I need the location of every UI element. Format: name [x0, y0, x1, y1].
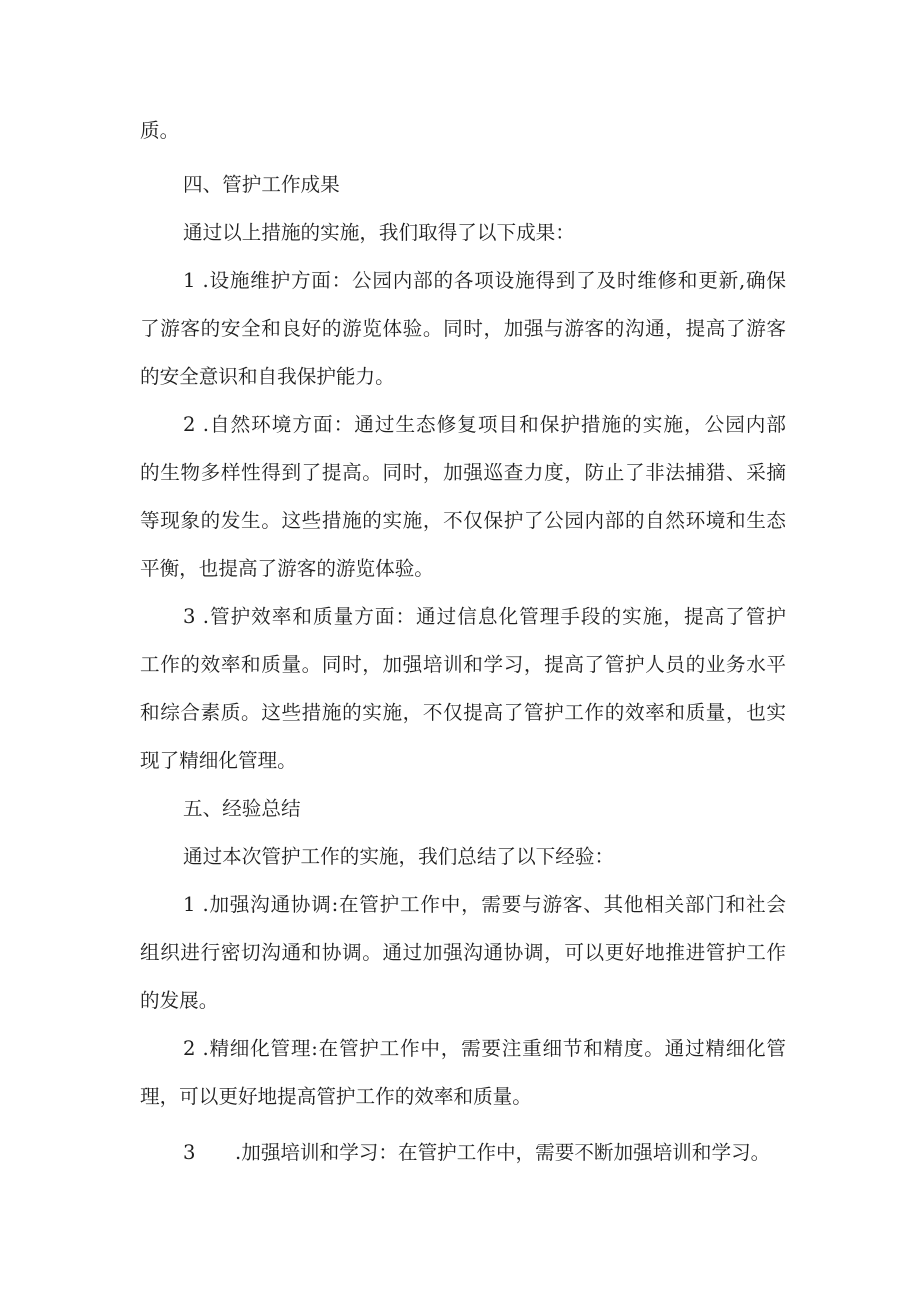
- paragraph-line: 3 .管护效率和质量方面：通过信息化管理手段的实施，提高了管护: [183, 605, 786, 628]
- section-heading-results: 四、管护工作成果: [183, 173, 340, 196]
- paragraph-line: 1 .加强沟通协调:在管护工作中，需要与游客、其他相关部门和社会: [183, 893, 786, 916]
- results-item-facilities: [140, 257, 786, 401]
- results-item-environment: [140, 401, 786, 593]
- experience-item-training: [140, 1129, 786, 1177]
- paragraph-line: 的发展。: [140, 989, 219, 1012]
- paragraph-line: .加强培训和学习：在管护工作中，需要不断加强培训和学习。: [235, 1141, 771, 1164]
- paragraph-line: 2 .精细化管理:在管护工作中，需要注重细节和精度。通过精细化管: [183, 1037, 786, 1060]
- section-intro-experience: 通过本次管护工作的实施，我们总结了以下经验：: [183, 845, 615, 868]
- paragraph-line: 的生物多样性得到了提高。同时，加强巡查力度，防止了非法捕猎、采摘: [140, 461, 786, 484]
- experience-item-refined-management: [140, 1025, 786, 1121]
- paragraph-line: 和综合素质。这些措施的实施，不仅提高了管护工作的效率和质量，也实: [140, 701, 786, 724]
- section-heading-experience: 五、经验总结: [183, 797, 301, 820]
- paragraph-line: 2 .自然环境方面：通过生态修复项目和保护措施的实施，公园内部: [183, 413, 786, 436]
- continuation-line: 质。: [140, 119, 180, 142]
- paragraph-line: 现了精细化管理。: [140, 749, 297, 772]
- paragraph-line: 工作的效率和质量。同时，加强培训和学习，提高了管护人员的业务水平: [140, 653, 786, 676]
- document-body: [140, 107, 786, 1177]
- paragraph-line: 的安全意识和自我保护能力。: [140, 365, 395, 388]
- paragraph-line: 1 .设施维护方面：公园内部的各项设施得到了及时维修和更新,确保: [183, 269, 786, 292]
- paragraph-line: 组织进行密切沟通和协调。通过加强沟通协调，可以更好地推进管护工作: [140, 941, 786, 964]
- section-intro-results: 通过以上措施的实施，我们取得了以下成果：: [183, 221, 575, 244]
- paragraph-line: 了游客的安全和良好的游览体验。同时，加强与游客的沟通，提高了游客: [140, 317, 786, 340]
- paragraph-line: 理，可以更好地提高管护工作的效率和质量。: [140, 1085, 532, 1108]
- results-item-efficiency: [140, 593, 786, 785]
- paragraph-line: 平衡，也提高了游客的游览体验。: [140, 557, 434, 580]
- experience-item-communication: [140, 881, 786, 1025]
- paragraph-line: 等现象的发生。这些措施的实施，不仅保护了公园内部的自然环境和生态: [140, 509, 786, 532]
- item-number: 3: [183, 1141, 196, 1164]
